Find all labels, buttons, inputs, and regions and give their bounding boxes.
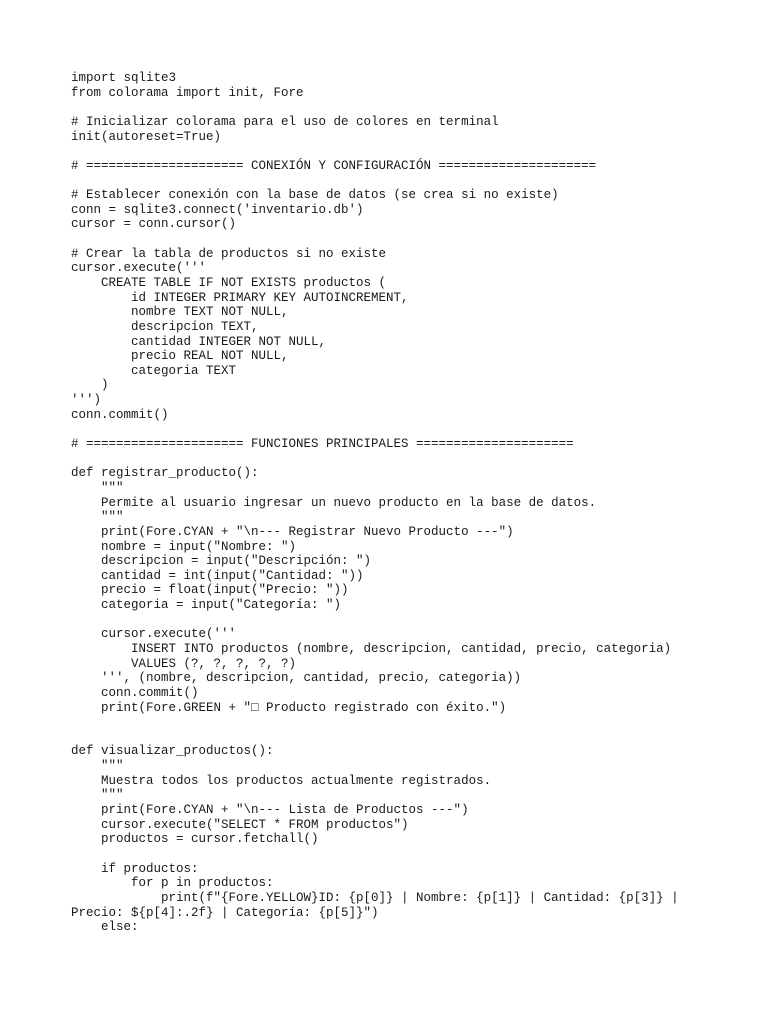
code-line: categoria TEXT bbox=[71, 363, 237, 378]
code-line: """ bbox=[71, 759, 124, 774]
code-line: ''', (nombre, descripcion, cantidad, precio, categoria)) bbox=[71, 671, 522, 686]
code-line: # ===================== FUNCIONES PRINCIPALES ===================== bbox=[71, 437, 574, 452]
code-line: print(f"{Fore.YELLOW}ID: {p[0]} | Nombre: {p[1]} | Cantidad: {p[3]} | bbox=[71, 890, 679, 905]
code-listing bbox=[71, 71, 731, 935]
code-line: """ bbox=[71, 788, 124, 803]
code-line: precio = float(input("Precio: ")) bbox=[71, 583, 349, 598]
code-line: cursor.execute("SELECT * FROM productos") bbox=[71, 817, 409, 832]
code-line: INSERT INTO productos (nombre, descripcion, cantidad, precio, categoria) bbox=[71, 641, 672, 656]
code-line: print(Fore.CYAN + "\n--- Lista de Productos ---") bbox=[71, 803, 469, 818]
code-line: ''') bbox=[71, 393, 102, 408]
code-line: # Inicializar colorama para el uso de colores en terminal bbox=[71, 114, 499, 129]
code-line: descripcion TEXT, bbox=[71, 319, 259, 334]
code-line: # Establecer conexión con la base de datos (se crea si no existe) bbox=[71, 188, 559, 203]
code-line: VALUES (?, ?, ?, ?, ?) bbox=[71, 656, 297, 671]
code-line: """ bbox=[71, 480, 124, 495]
code-line: # ===================== CONEXIÓN Y CONFIGURACIÓN ===================== bbox=[71, 158, 597, 173]
code-line: """ bbox=[71, 510, 124, 525]
code-line bbox=[71, 232, 731, 247]
code-line: id INTEGER PRIMARY KEY AUTOINCREMENT, bbox=[71, 290, 409, 305]
code-line: if productos: bbox=[71, 861, 199, 876]
code-line: print(Fore.CYAN + "\n--- Registrar Nuevo Producto ---") bbox=[71, 524, 514, 539]
code-line: conn.commit() bbox=[71, 407, 169, 422]
code-line: categoria = input("Categoría: ") bbox=[71, 598, 342, 613]
code-line: nombre TEXT NOT NULL, bbox=[71, 305, 289, 320]
code-line: cursor = conn.cursor() bbox=[71, 217, 237, 232]
code-line bbox=[71, 613, 731, 628]
code-line: conn = sqlite3.connect('inventario.db') bbox=[71, 202, 364, 217]
code-line: import sqlite3 bbox=[71, 71, 177, 85]
code-line bbox=[71, 847, 731, 862]
code-line: Precio: ${p[4]:.2f} | Categoría: {p[5]}") bbox=[71, 905, 379, 920]
code-line: Permite al usuario ingresar un nuevo producto en la base de datos. bbox=[71, 495, 597, 510]
code-line: cursor.execute(''' bbox=[71, 261, 207, 276]
code-line bbox=[71, 173, 731, 188]
code-line: from colorama import init, Fore bbox=[71, 85, 304, 100]
code-line: CREATE TABLE IF NOT EXISTS productos ( bbox=[71, 275, 387, 290]
code-line: def registrar_producto(): bbox=[71, 466, 259, 481]
code-line bbox=[71, 144, 731, 159]
code-line: for p in productos: bbox=[71, 876, 274, 891]
code-line: # Crear la tabla de productos si no existe bbox=[71, 246, 387, 261]
code-line: cantidad = int(input("Cantidad: ")) bbox=[71, 568, 364, 583]
code-line: Muestra todos los productos actualmente registrados. bbox=[71, 773, 492, 788]
code-line bbox=[71, 715, 731, 730]
code-line: descripcion = input("Descripción: ") bbox=[71, 554, 372, 569]
code-line: else: bbox=[71, 920, 139, 935]
code-line bbox=[71, 422, 731, 437]
code-line: ) bbox=[71, 378, 109, 393]
code-line: nombre = input("Nombre: ") bbox=[71, 539, 297, 554]
code-line bbox=[71, 730, 731, 745]
code-line: cantidad INTEGER NOT NULL, bbox=[71, 334, 327, 349]
code-line: def visualizar_productos(): bbox=[71, 744, 274, 759]
code-line: productos = cursor.fetchall() bbox=[71, 832, 319, 847]
code-line bbox=[71, 452, 731, 467]
code-line: precio REAL NOT NULL, bbox=[71, 349, 289, 364]
code-line: conn.commit() bbox=[71, 685, 199, 700]
code-line bbox=[71, 100, 731, 115]
code-line: init(autoreset=True) bbox=[71, 129, 222, 144]
code-line: cursor.execute(''' bbox=[71, 627, 237, 642]
code-line: print(Fore.GREEN + "□ Producto registrado con éxito.") bbox=[71, 700, 507, 715]
